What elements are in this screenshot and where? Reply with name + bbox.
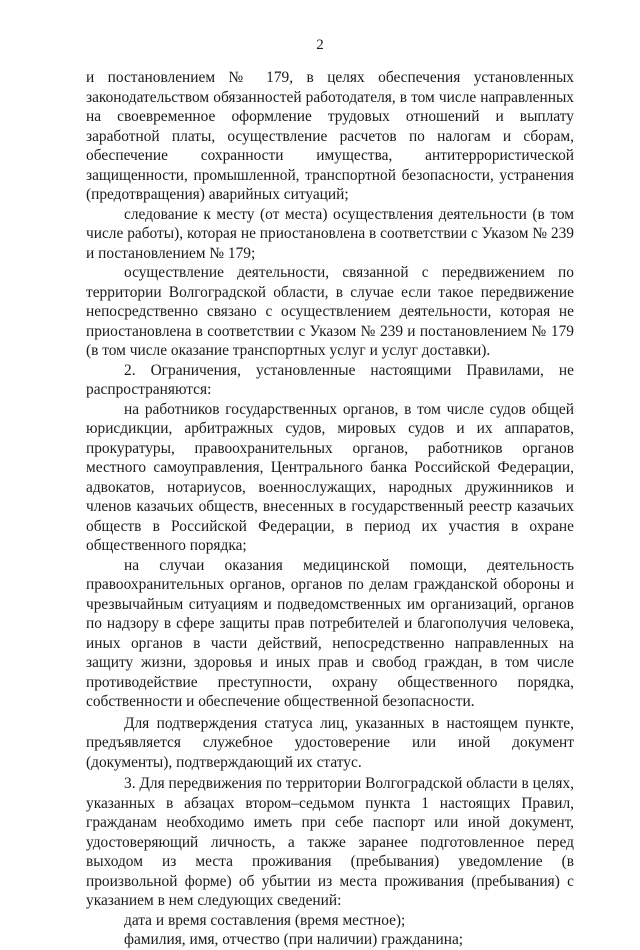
- paragraph-state-workers: на работников государственных органов, в том числе судов общей юрисдикции, арбитражных судов, мировых судов и их аппаратов, прокуратуры, правоохранительных органов, работников органов местного самоуправления, Центрального банка Российской Федерации, адвокатов, нотариусов, военнослужащих, народных дружинников и членов казачьих обществ, внесенных в государственный реестр казачьих обществ в Российской Федерации, в период их участия в охране общественного порядка;: [86, 400, 574, 554]
- paragraph-full-name: фамилия, имя, отчество (при наличии) гражданина;: [124, 931, 464, 948]
- paragraph-date-time: дата и время составления (время местное);: [124, 911, 406, 929]
- paragraph-status-confirmation: Для подтверждения статуса лиц, указанных в настоящем пункте, предъявляется служебное удостоверение или иной документ (документы), подтверждающий их статус.: [86, 714, 574, 771]
- paragraph-item-3: 3. Для передвижения по территории Волгоградской области в целях, указанных в абзацах втором–седьмом пункта 1 настоящих Правил, гражданам необходимо иметь при себе паспорт или иной документ, удостоверяющий личность, а также заранее подготовленное перед выходом из места проживания (пребывания) уведомление (в произвольной форме) об убытии из места проживания (пребывания) с указанием в нем следующих сведений:: [86, 775, 574, 909]
- paragraph-movement-activity: осуществление деятельности, связанной с передвижением по территории Волгоградской области, в случае если такое передвижение непосредственно связано с осуществлением деятельности, которая не приостановлена в соответствии с Указом № 239 и постановлением № 179 (в том числе оказание транспортных услуг и услуг доставки).: [86, 264, 574, 359]
- paragraph-following-to-work: следование к месту (от места) осуществления деятельности (в том числе работы), которая не приостановлена в соответствии с Указом № 239 и постановлением № 179;: [86, 205, 574, 262]
- paragraph-item-2: 2. Ограничения, установленные настоящими Правилами, не распространяются:: [86, 361, 574, 398]
- document-body: [86, 68, 574, 950]
- paragraph-continuation: и постановлением № 179, в целях обеспечения установленных законодательством обязанностей работодателя, в том числе направленных на своевременное оформление трудовых отношений и выплату заработной платы, осуществление расчетов по налогам и сборам, обеспечение сохранности имущества, антитеррористической защищенности, промышленной, транспортной безопасности, устранения (предотвращения) аварийных ситуаций;: [86, 69, 574, 203]
- page-number: 2: [316, 37, 324, 53]
- paragraph-medical-help: на случаи оказания медицинской помощи, деятельность правоохранительных органов, органов по делам гражданской обороны и чрезвычайным ситуациям и подведомственных им организаций, органов по надзору в сфере защиты прав потребителей и благополучия человека, иных органов в части действий, непосредственно направленных на защиту жизни, здоровья и иных прав и свобод граждан, в том числе противодействие преступности, охрану общественного порядка, собственности и обеспечение общественной безопасности.: [86, 556, 574, 710]
